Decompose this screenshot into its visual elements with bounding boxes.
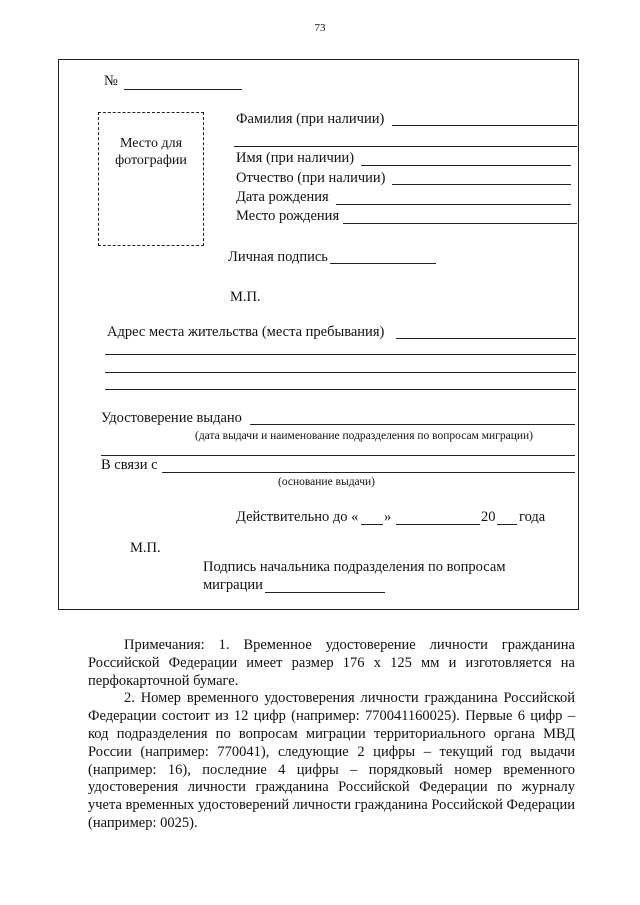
issued-field[interactable]: [250, 424, 575, 425]
birth-date-field[interactable]: [336, 204, 571, 205]
note-1: Примечания: 1. Временное удостоверение личности гражданина Российской Федерации имеет размер 176 х 125 мм и изготовляется на перфокарточной бумаге.: [88, 637, 575, 689]
name-label: Имя (при наличии): [236, 150, 355, 166]
name-field[interactable]: [361, 165, 571, 166]
address-field[interactable]: [396, 338, 576, 339]
address-field-line-3[interactable]: [105, 372, 576, 373]
birth-place-field[interactable]: [343, 223, 577, 224]
reason-label: В связи с: [101, 457, 158, 473]
address-label: Адрес места жительства (места пребывания): [107, 324, 385, 340]
head-signature-label-2: миграции: [203, 577, 263, 593]
valid-year-prefix: 20: [481, 509, 496, 525]
signature-field[interactable]: [330, 263, 436, 264]
patronymic-label: Отчество (при наличии): [236, 170, 386, 186]
valid-year-suffix: года: [519, 509, 546, 525]
birth-date-label: Дата рождения: [236, 189, 329, 205]
valid-until-mid: »: [384, 509, 392, 525]
photo-placeholder: [98, 112, 204, 246]
surname-label: Фамилия (при наличии): [236, 111, 385, 127]
issued-field-line-2[interactable]: [101, 455, 575, 456]
address-field-line-4[interactable]: [105, 389, 576, 390]
patronymic-field[interactable]: [392, 184, 571, 185]
valid-year-field[interactable]: [497, 524, 517, 525]
note-2: 2. Номер временного удостоверения личности гражданина Российской Федерации состоит из 12 цифр (например: 770041160025). Первые 6 цифр – код подразделения по вопросам миграции территориального органа МВД России (например: 770041), следующие 2 цифры – текущий год выдачи (например: 16), последние 4 цифры – порядковый номер временного удостоверения личности гражданина Российской Федерации по журналу учета временных удостоверений личности гражданина Российской Федерации (например: 0025).: [88, 690, 575, 831]
head-signature-label: Подпись начальника подразделения по вопросам: [203, 559, 506, 575]
valid-day-field[interactable]: [361, 524, 383, 525]
surname-field[interactable]: [392, 125, 577, 126]
number-label: №: [104, 73, 118, 89]
notes-section: [88, 637, 575, 833]
page-number: 73: [314, 22, 326, 34]
head-signature-field[interactable]: [265, 592, 385, 593]
birth-place-label: Место рождения: [236, 208, 340, 224]
valid-month-field[interactable]: [396, 524, 480, 525]
stamp-label-2: М.П.: [130, 540, 161, 556]
stamp-label-1: М.П.: [230, 289, 261, 305]
issued-hint: (дата выдачи и наименование подразделения по вопросам миграции): [195, 430, 533, 442]
reason-field[interactable]: [162, 472, 575, 473]
valid-until-prefix: Действительно до «: [236, 509, 359, 525]
reason-hint: (основание выдачи): [278, 476, 375, 488]
issued-label: Удостоверение выдано: [101, 410, 242, 426]
address-field-line-2[interactable]: [105, 354, 576, 355]
number-field[interactable]: [124, 89, 242, 90]
signature-label: Личная подпись: [228, 249, 328, 265]
photo-label: Место для фотографии: [115, 136, 187, 168]
surname-field-continuation[interactable]: [234, 146, 577, 147]
